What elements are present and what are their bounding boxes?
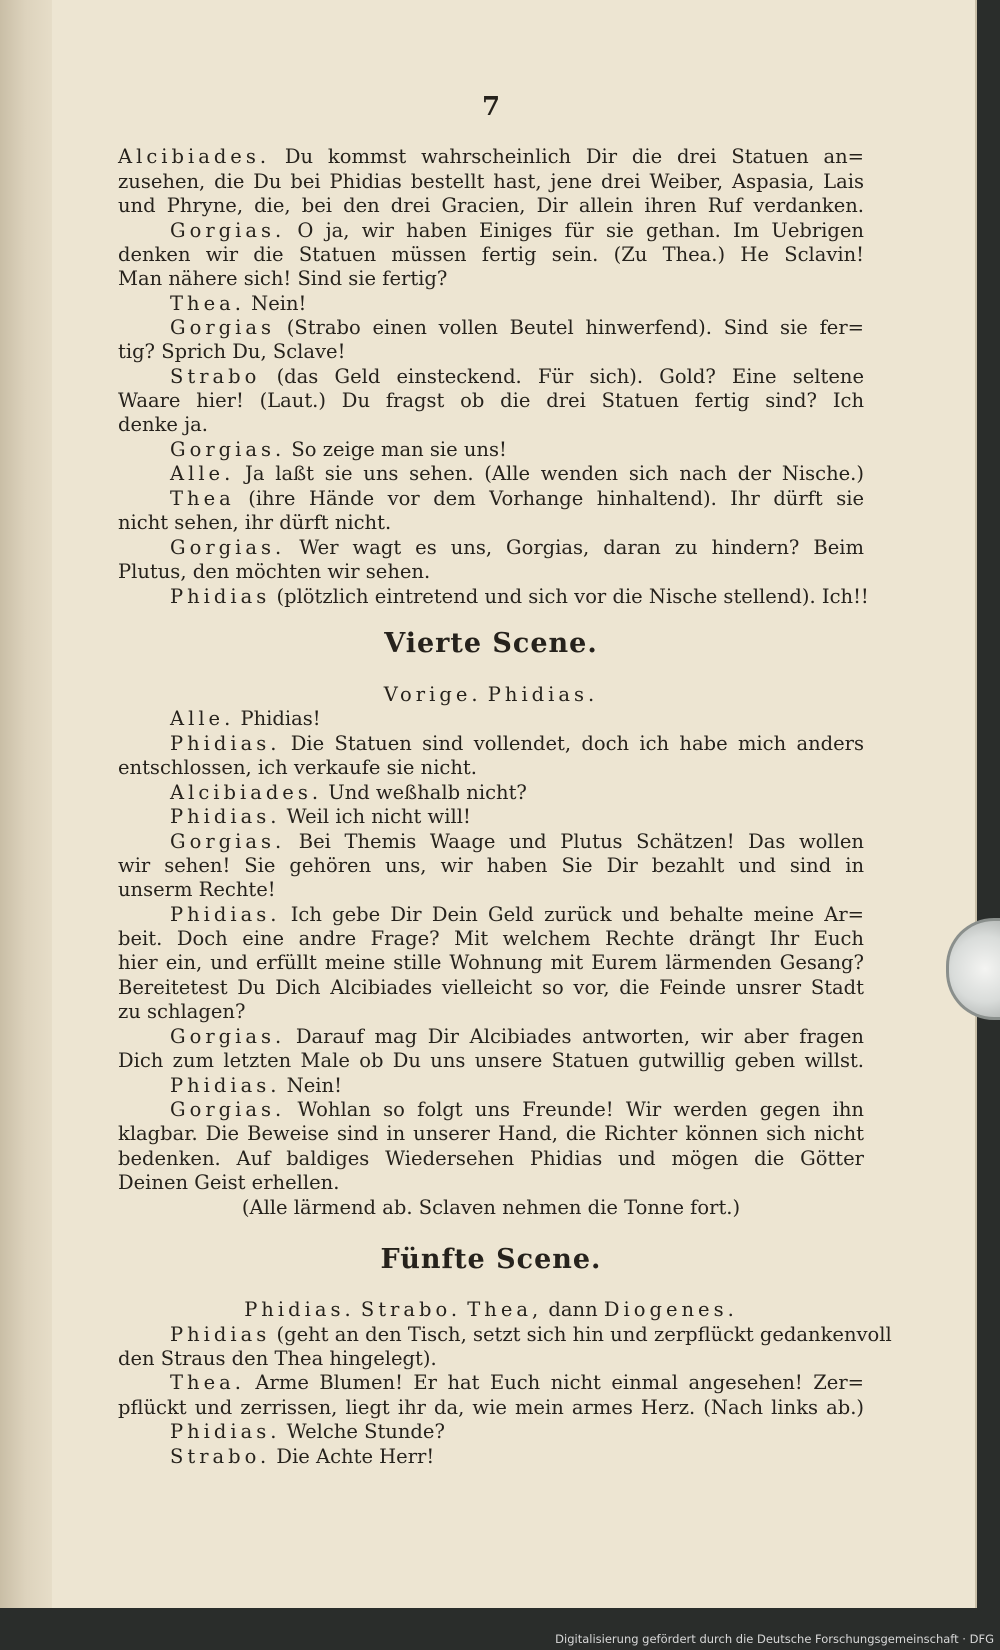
line-text: Du kommst wahrscheinlich Dir die drei Statuen an=	[270, 145, 864, 168]
text-line	[118, 388, 864, 413]
page-number: 7	[481, 92, 501, 122]
line-text: tig? Sprich Du, Sclave!	[118, 340, 346, 363]
speaker-name: Phidias.	[170, 732, 281, 755]
line-text: (ihre Hände vor dem Vorhange hinhaltend). Ihr dürft sie	[234, 487, 864, 510]
line-text: Bei Themis Waage und Plutus Schätzen! Das wollen	[285, 830, 864, 853]
line-text: Wer wagt es uns, Gorgias, daran zu hindern? Beim	[285, 536, 864, 559]
text-line	[170, 804, 864, 829]
speaker-name: Phidias.	[487, 683, 599, 706]
stage-direction	[118, 1195, 864, 1220]
speaker-name: Phidias.	[170, 903, 281, 926]
line-text: entschlossen, ich verkaufe sie nicht.	[118, 756, 477, 779]
line-text: Bereitetest Du Dich Alcibiades vielleicht so vor, die Feinde unsrer Stadt	[118, 976, 864, 999]
line-text: und Phryne, die, bei den drei Gracien, Dir allein ihren Ruf verdanken.	[118, 194, 864, 217]
line-text: Man nähere sich! Sind sie fertig?	[118, 267, 448, 290]
text-line	[170, 1419, 864, 1444]
scene-heading: Vierte Scene.	[384, 628, 598, 659]
speaker-name: Gorgias	[170, 316, 275, 339]
line-text: den Straus den Thea hingelegt).	[118, 1347, 437, 1370]
text-line	[170, 1024, 864, 1049]
text-line	[118, 412, 864, 437]
speaker-name: Diogenes.	[603, 1298, 738, 1321]
text-line	[170, 780, 864, 805]
text-line	[170, 535, 864, 560]
line-text: Ich gebe Dir Dein Geld zurück und behalte meine Ar=	[280, 903, 864, 926]
line-text: zusehen, die Du bei Phidias bestellt hast, jene drei Weiber, Aspasia, Lais	[118, 170, 864, 193]
text-line	[118, 559, 864, 584]
text-line	[170, 1370, 864, 1395]
text-line	[118, 193, 864, 218]
speaker-name: Alcibiades.	[118, 145, 271, 168]
text-line	[170, 486, 864, 511]
speaker-name: Strabo.	[170, 1445, 271, 1468]
text-line	[170, 364, 864, 389]
speaker-name: Gorgias.	[170, 536, 286, 559]
speaker-name: Gorgias.	[170, 1025, 286, 1048]
text-line	[118, 266, 864, 291]
line-text: So zeige man sie uns!	[285, 438, 507, 461]
text-line	[170, 731, 864, 756]
speaker-name: Gorgias.	[170, 438, 286, 461]
text-line	[170, 218, 864, 243]
line-text: denken wir die Statuen müssen fertig sein. (Zu Thea.) He Sclavin!	[118, 243, 864, 266]
speaker-name: Gorgias.	[170, 830, 286, 853]
text-line	[170, 829, 864, 854]
text-line	[118, 926, 864, 951]
line-text: hier ein, und erfüllt meine stille Wohnung mit Eurem lärmenden Gesang?	[118, 951, 864, 974]
line-text: Nein!	[280, 1074, 342, 1097]
line-text: (Alle lärmend ab. Sclaven nehmen die Tonne fort.)	[241, 1196, 741, 1219]
speaker-name: Phidias.	[244, 1298, 355, 1321]
line-text: pflückt und zerrissen, liegt ihr da, wie mein armes Herz. (Nach links ab.)	[118, 1396, 864, 1419]
text-line	[170, 291, 864, 316]
text-line	[118, 975, 864, 1000]
text-line	[118, 510, 864, 535]
line-text: Welche Stunde?	[280, 1420, 445, 1443]
text-line	[170, 437, 864, 462]
text-line	[118, 755, 864, 780]
text-line	[118, 339, 864, 364]
speaker-name: Phidias	[170, 1323, 271, 1346]
text-line	[118, 853, 864, 878]
line-text: denke ja.	[118, 413, 209, 436]
speaker-name: Thea.	[170, 1371, 245, 1394]
text-line	[118, 1395, 864, 1420]
line-text: Die Achte Herr!	[270, 1445, 435, 1468]
line-text: Plutus, den möchten wir sehen.	[118, 560, 431, 583]
text-line	[118, 1346, 864, 1371]
text-line	[170, 706, 864, 731]
line-text: Darauf mag Dir Alcibiades antworten, wir aber fragen	[285, 1025, 864, 1048]
text-line	[170, 461, 864, 486]
text-line	[118, 144, 864, 169]
text-line	[170, 584, 869, 609]
line-text: Waare hier! (Laut.) Du fragst ob die drei Statuen fertig sind? Ich	[118, 389, 864, 412]
speaker-name: Strabo.	[360, 1298, 462, 1321]
line-text: wir sehen! Sie gehören uns, wir haben Sie Dir bezahlt und sind in	[118, 854, 864, 877]
line-text: O ja, wir haben Einiges für sie gethan. Im Uebrigen	[285, 219, 864, 242]
line-text: dann	[542, 1298, 604, 1321]
line-text: (das Geld einsteckend. Für sich). Gold? Eine seltene	[260, 365, 864, 388]
speaker-name: Gorgias.	[170, 1098, 286, 1121]
line-text: Phidias!	[234, 707, 321, 730]
line-text: (geht an den Tisch, setzt sich hin und zerpflückt gedankenvoll	[270, 1323, 892, 1346]
speaker-name: Alcibiades.	[170, 781, 323, 804]
line-text: Deinen Geist erhellen.	[118, 1171, 340, 1194]
line-text: (plötzlich eintretend und sich vor die Nische stellend). Ich!!	[270, 585, 869, 608]
text-line	[170, 315, 864, 340]
line-text: zu schlagen?	[118, 1000, 246, 1023]
text-line	[170, 1322, 892, 1347]
text-line	[170, 1444, 864, 1469]
line-text: Dich zum letzten Male ob Du uns unsere Statuen gutwillig geben willst.	[118, 1049, 864, 1072]
scene-heading: Fünfte Scene.	[380, 1244, 602, 1275]
line-text: Wohlan so folgt uns Freunde! Wir werden gegen ihn	[285, 1098, 864, 1121]
page-gutter	[0, 0, 52, 1608]
speaker-name: Phidias	[170, 585, 271, 608]
stage-direction	[118, 1297, 864, 1322]
speaker-name: Alle.	[170, 707, 235, 730]
line-text: bedenken. Auf baldiges Wiedersehen Phidias und mögen die Götter	[118, 1147, 864, 1170]
speaker-name: Thea,	[467, 1298, 543, 1321]
line-text: nicht sehen, ihr dürft nicht.	[118, 511, 392, 534]
line-text: Weil ich nicht will!	[280, 805, 471, 828]
line-text: Nein!	[244, 292, 307, 315]
digitization-credit: Digitalisierung gefördert durch die Deutsche Forschungsgemeinschaft · DFG	[555, 1632, 994, 1646]
speaker-name: Alle.	[170, 462, 235, 485]
line-text: Und weßhalb nicht?	[322, 781, 527, 804]
speaker-name: Phidias.	[170, 805, 281, 828]
text-line	[118, 1121, 864, 1146]
speaker-name: Phidias.	[170, 1420, 281, 1443]
line-text: Arme Blumen! Er hat Euch nicht einmal angesehen! Zer=	[244, 1371, 864, 1394]
line-text: Ja laßt sie uns sehen. (Alle wenden sich nach der Nische.)	[234, 462, 864, 485]
speaker-name: Gorgias.	[170, 219, 286, 242]
text-line	[170, 1073, 864, 1098]
text-line	[118, 877, 864, 902]
text-line	[118, 242, 864, 267]
speaker-name: Strabo	[170, 365, 261, 388]
text-line	[170, 902, 864, 927]
text-line	[118, 950, 864, 975]
text-line	[118, 999, 864, 1024]
speaker-name: Vorige.	[383, 683, 482, 706]
text-line	[170, 1097, 864, 1122]
text-line	[118, 1170, 864, 1195]
speaker-name: Thea.	[170, 292, 245, 315]
speaker-name: Phidias.	[170, 1074, 281, 1097]
speaker-name: Thea	[170, 487, 235, 510]
text-line	[118, 1146, 864, 1171]
text-line	[118, 1048, 864, 1073]
line-text: klagbar. Die Beweise sind in unserer Hand, die Richter können sich nicht	[118, 1122, 864, 1145]
line-text: unserm Rechte!	[118, 878, 276, 901]
line-text: Die Statuen sind vollendet, doch ich habe mich anders	[280, 732, 864, 755]
line-text: (Strabo einen vollen Beutel hinwerfend). Sind sie fer=	[275, 316, 864, 339]
line-text: beit. Doch eine andre Frage? Mit welchem Rechte drängt Ihr Euch	[118, 927, 864, 950]
stage-direction	[118, 682, 864, 707]
text-line	[118, 169, 864, 194]
